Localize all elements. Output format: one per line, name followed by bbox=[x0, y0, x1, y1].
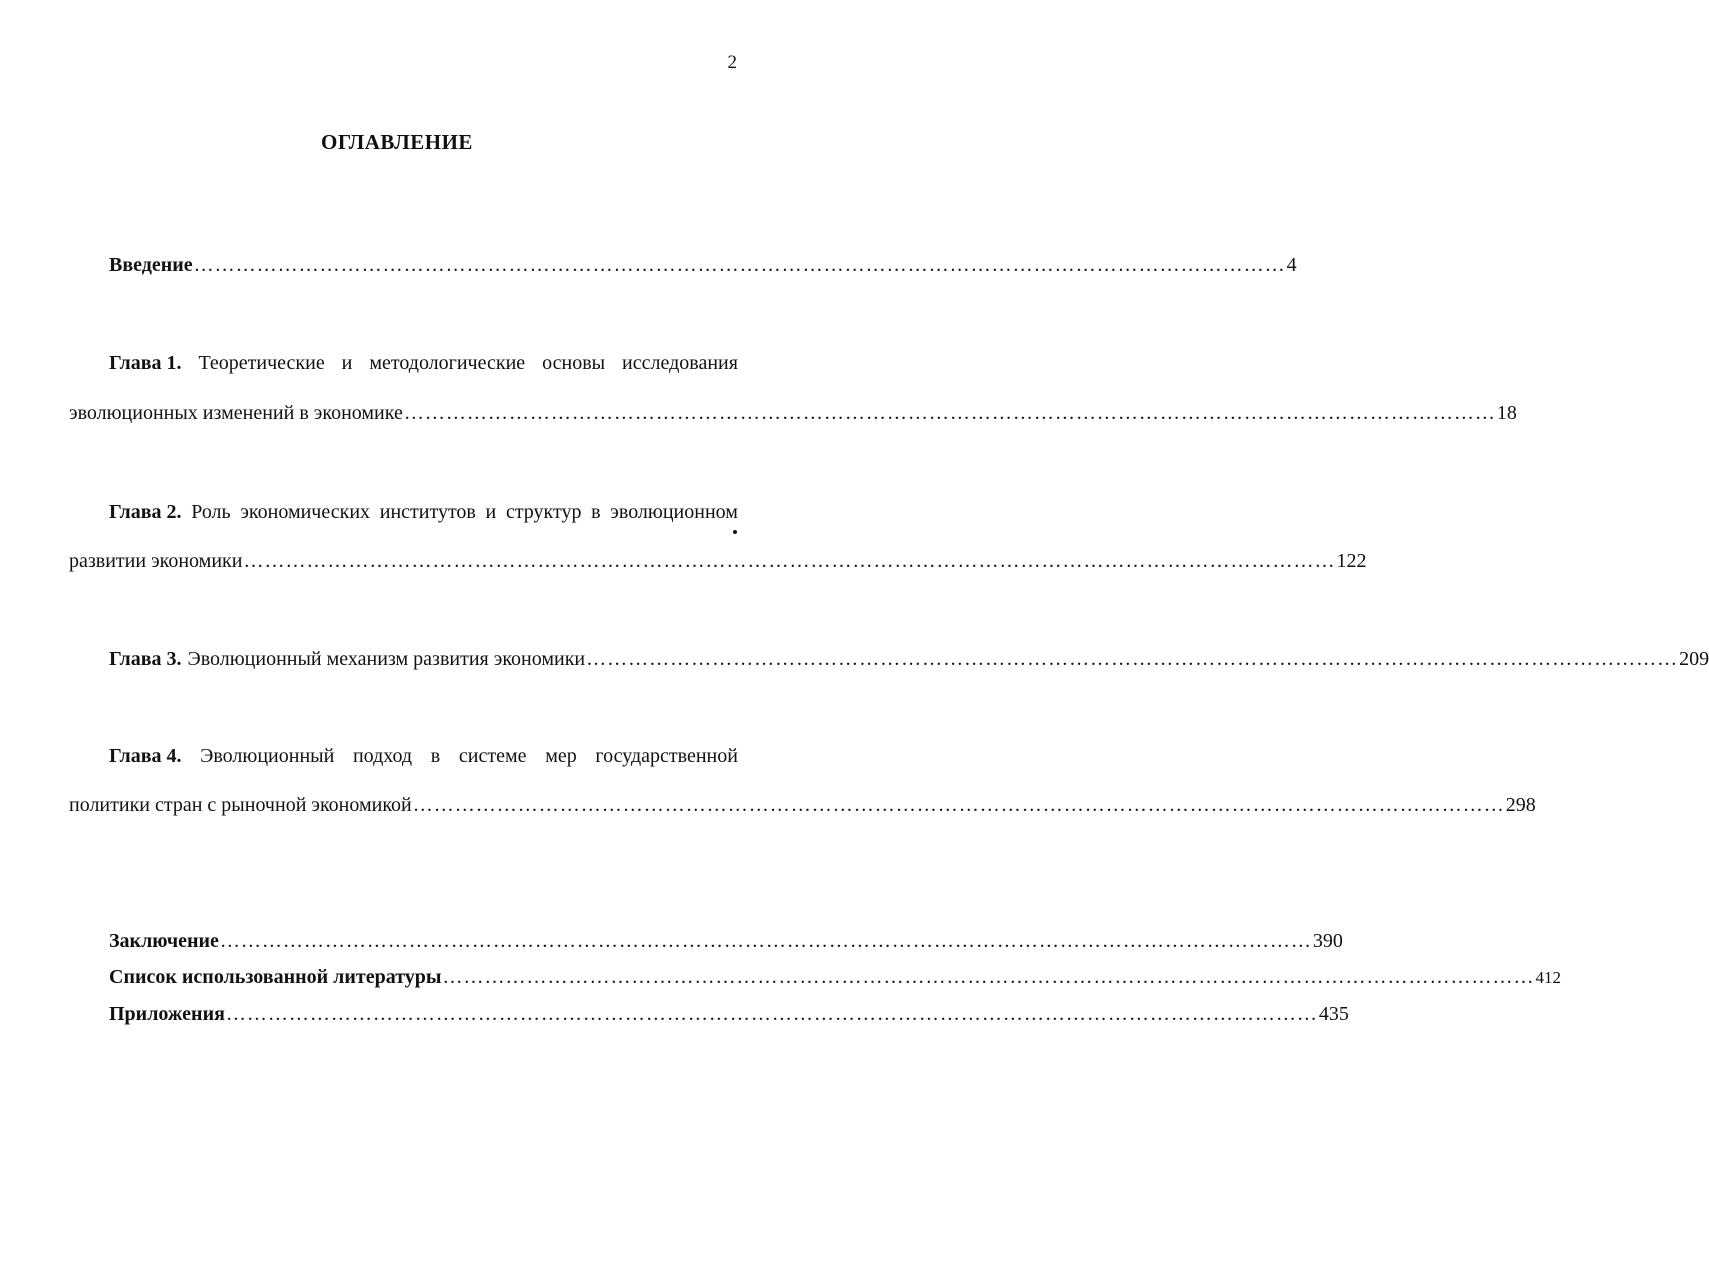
toc-entry-references[interactable] bbox=[109, 966, 1561, 989]
chapter-4-word: государственной bbox=[595, 745, 738, 767]
toc-page-number: 298 bbox=[1505, 794, 1536, 816]
toc-entry-conclusion[interactable] bbox=[109, 930, 1343, 953]
toc-leader-dots: ………………………………………………………………………………………………………………………………………… bbox=[586, 648, 1679, 670]
chapter-1-label: Глава 1. bbox=[109, 352, 182, 374]
chapter-2-word: Роль bbox=[191, 501, 231, 523]
chapter-2-word: в bbox=[591, 501, 601, 523]
chapter-4-word: мер bbox=[545, 745, 577, 767]
toc-entry-introduction[interactable] bbox=[109, 254, 1297, 277]
toc-leader-dots: ………………………………………………………………………………………………………………………………………… bbox=[193, 254, 1286, 276]
chapter-1-word: и bbox=[341, 352, 353, 374]
chapter-4-word: Эволюционный bbox=[200, 745, 335, 767]
toc-leader-dots: ………………………………………………………………………………………………………………………………………… bbox=[243, 550, 1336, 572]
toc-page-number: 122 bbox=[1336, 550, 1367, 572]
chapter-4-word: в bbox=[430, 745, 441, 767]
chapter-3-title: Эволюционный механизм развития экономики bbox=[187, 648, 586, 670]
page-number: 2 bbox=[727, 52, 737, 73]
toc-entry-chapter-4-line1[interactable] bbox=[109, 745, 738, 768]
toc-entry-chapter-1-line1[interactable] bbox=[109, 352, 738, 375]
toc-entry-chapter-3[interactable] bbox=[109, 648, 1709, 671]
toc-entry-chapter-1-line2[interactable] bbox=[69, 402, 1517, 425]
toc-page-number: 390 bbox=[1312, 930, 1343, 952]
chapter-1-title-cont: эволюционных изменений в экономике bbox=[69, 402, 403, 424]
chapter-1-word: исследования bbox=[622, 352, 738, 374]
toc-entry-chapter-2-line1[interactable] bbox=[109, 501, 738, 524]
page-title: ОГЛАВЛЕНИЕ bbox=[321, 130, 473, 154]
scan-speck bbox=[733, 530, 737, 534]
toc-leader-dots: ………………………………………………………………………………………………………………………………………… bbox=[403, 402, 1496, 424]
chapter-4-label: Глава 4. bbox=[109, 745, 182, 767]
chapter-2-word: институтов bbox=[379, 501, 476, 523]
toc-entry-label: Введение bbox=[109, 254, 193, 276]
toc-entry-chapter-2-line2[interactable] bbox=[69, 550, 1367, 573]
chapter-2-label: Глава 2. bbox=[109, 501, 182, 523]
toc-entry-label: Список использованной литературы bbox=[109, 966, 442, 988]
toc-leader-dots: ………………………………………………………………………………………………………………………………………… bbox=[442, 966, 1535, 988]
toc-entry-label: Заключение bbox=[109, 930, 219, 952]
toc-entry-appendices[interactable] bbox=[109, 1003, 1349, 1026]
toc-leader-dots: ………………………………………………………………………………………………………………………………………… bbox=[219, 930, 1312, 952]
chapter-2-word: и bbox=[485, 501, 497, 523]
toc-entry-chapter-4-line2[interactable] bbox=[69, 794, 1536, 817]
chapter-2-word: структур bbox=[505, 501, 582, 523]
chapter-1-word: методологические bbox=[369, 352, 526, 374]
chapter-4-word: подход bbox=[352, 745, 413, 767]
chapter-1-word: основы bbox=[542, 352, 606, 374]
chapter-2-word: эволюционном bbox=[610, 501, 738, 523]
toc-leader-dots: ………………………………………………………………………………………………………………………………………… bbox=[412, 794, 1505, 816]
chapter-3-label: Глава 3. bbox=[109, 648, 182, 670]
toc-leader-dots: ………………………………………………………………………………………………………………………………………… bbox=[225, 1003, 1318, 1025]
toc-page-number: 435 bbox=[1318, 1003, 1349, 1025]
chapter-2-title-cont: развитии экономики bbox=[69, 550, 243, 572]
toc-page-number: 18 bbox=[1496, 402, 1517, 424]
chapter-4-title-cont: политики стран с рыночной экономикой bbox=[69, 794, 412, 816]
toc-entry-label: Приложения bbox=[109, 1003, 225, 1025]
toc-page-number: 209 bbox=[1679, 648, 1709, 670]
chapter-2-word: экономических bbox=[240, 501, 371, 523]
toc-page-number: 412 bbox=[1535, 968, 1561, 987]
chapter-1-word: Теоретические bbox=[198, 352, 325, 374]
toc-page-number: 4 bbox=[1286, 254, 1297, 276]
chapter-4-word: системе bbox=[458, 745, 527, 767]
